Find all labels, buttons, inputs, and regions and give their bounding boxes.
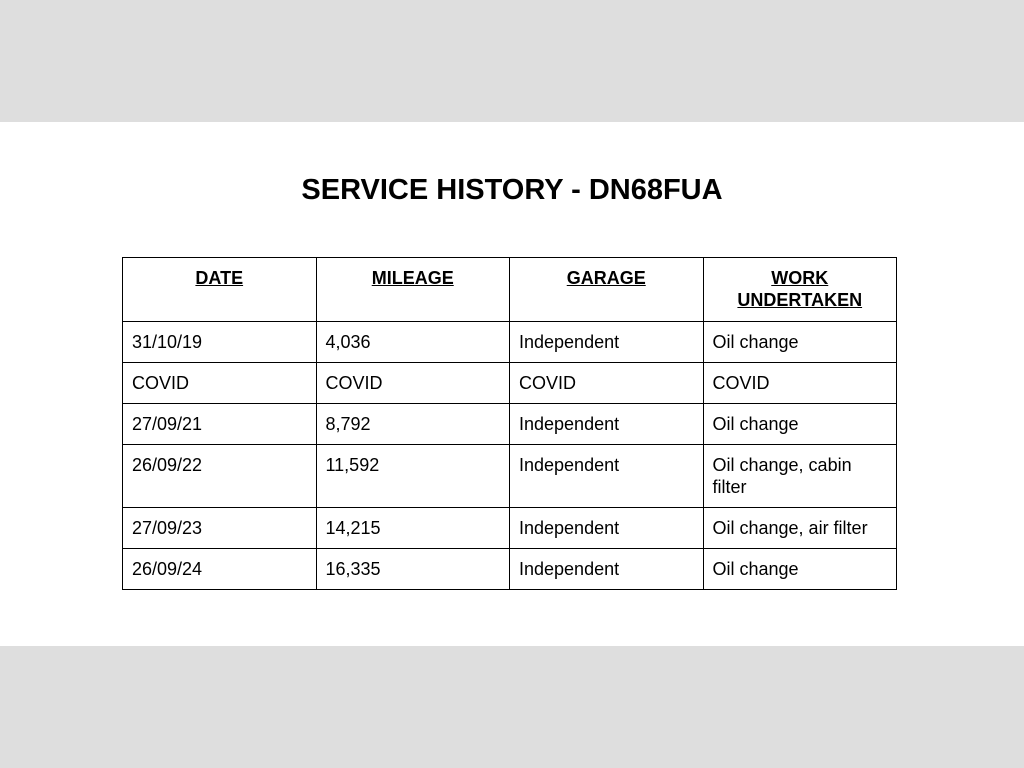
cell-date: 31/10/19 bbox=[123, 322, 317, 363]
cell-mileage: 16,335 bbox=[316, 549, 510, 590]
cell-garage: COVID bbox=[510, 363, 704, 404]
cell-mileage: 4,036 bbox=[316, 322, 510, 363]
cell-garage: Independent bbox=[510, 508, 704, 549]
cell-garage: Independent bbox=[510, 404, 704, 445]
header-date: DATE bbox=[123, 258, 317, 322]
cell-work: Oil change, air filter bbox=[703, 508, 897, 549]
bottom-margin bbox=[0, 646, 1024, 768]
cell-date: COVID bbox=[123, 363, 317, 404]
cell-mileage: 11,592 bbox=[316, 445, 510, 508]
table-row bbox=[123, 445, 897, 508]
cell-date: 26/09/24 bbox=[123, 549, 317, 590]
table-header-row bbox=[123, 258, 897, 322]
cell-work: Oil change bbox=[703, 404, 897, 445]
cell-mileage: 8,792 bbox=[316, 404, 510, 445]
document-page bbox=[0, 122, 1024, 646]
header-work-undertaken: WORK UNDERTAKEN bbox=[703, 258, 897, 322]
cell-date: 27/09/23 bbox=[123, 508, 317, 549]
cell-garage: Independent bbox=[510, 322, 704, 363]
table-row bbox=[123, 363, 897, 404]
cell-work: Oil change, cabin filter bbox=[703, 445, 897, 508]
cell-date: 26/09/22 bbox=[123, 445, 317, 508]
table-row bbox=[123, 508, 897, 549]
table-row bbox=[123, 322, 897, 363]
cell-work: Oil change bbox=[703, 322, 897, 363]
header-garage: GARAGE bbox=[510, 258, 704, 322]
cell-work: Oil change bbox=[703, 549, 897, 590]
table-row bbox=[123, 549, 897, 590]
page-title: SERVICE HISTORY - DN68FUA bbox=[301, 174, 723, 206]
cell-garage: Independent bbox=[510, 549, 704, 590]
cell-garage: Independent bbox=[510, 445, 704, 508]
top-margin bbox=[0, 0, 1024, 122]
cell-date: 27/09/21 bbox=[123, 404, 317, 445]
cell-mileage: 14,215 bbox=[316, 508, 510, 549]
cell-work: COVID bbox=[703, 363, 897, 404]
table-row bbox=[123, 404, 897, 445]
cell-mileage: COVID bbox=[316, 363, 510, 404]
service-history-table bbox=[122, 257, 897, 590]
header-mileage: MILEAGE bbox=[316, 258, 510, 322]
